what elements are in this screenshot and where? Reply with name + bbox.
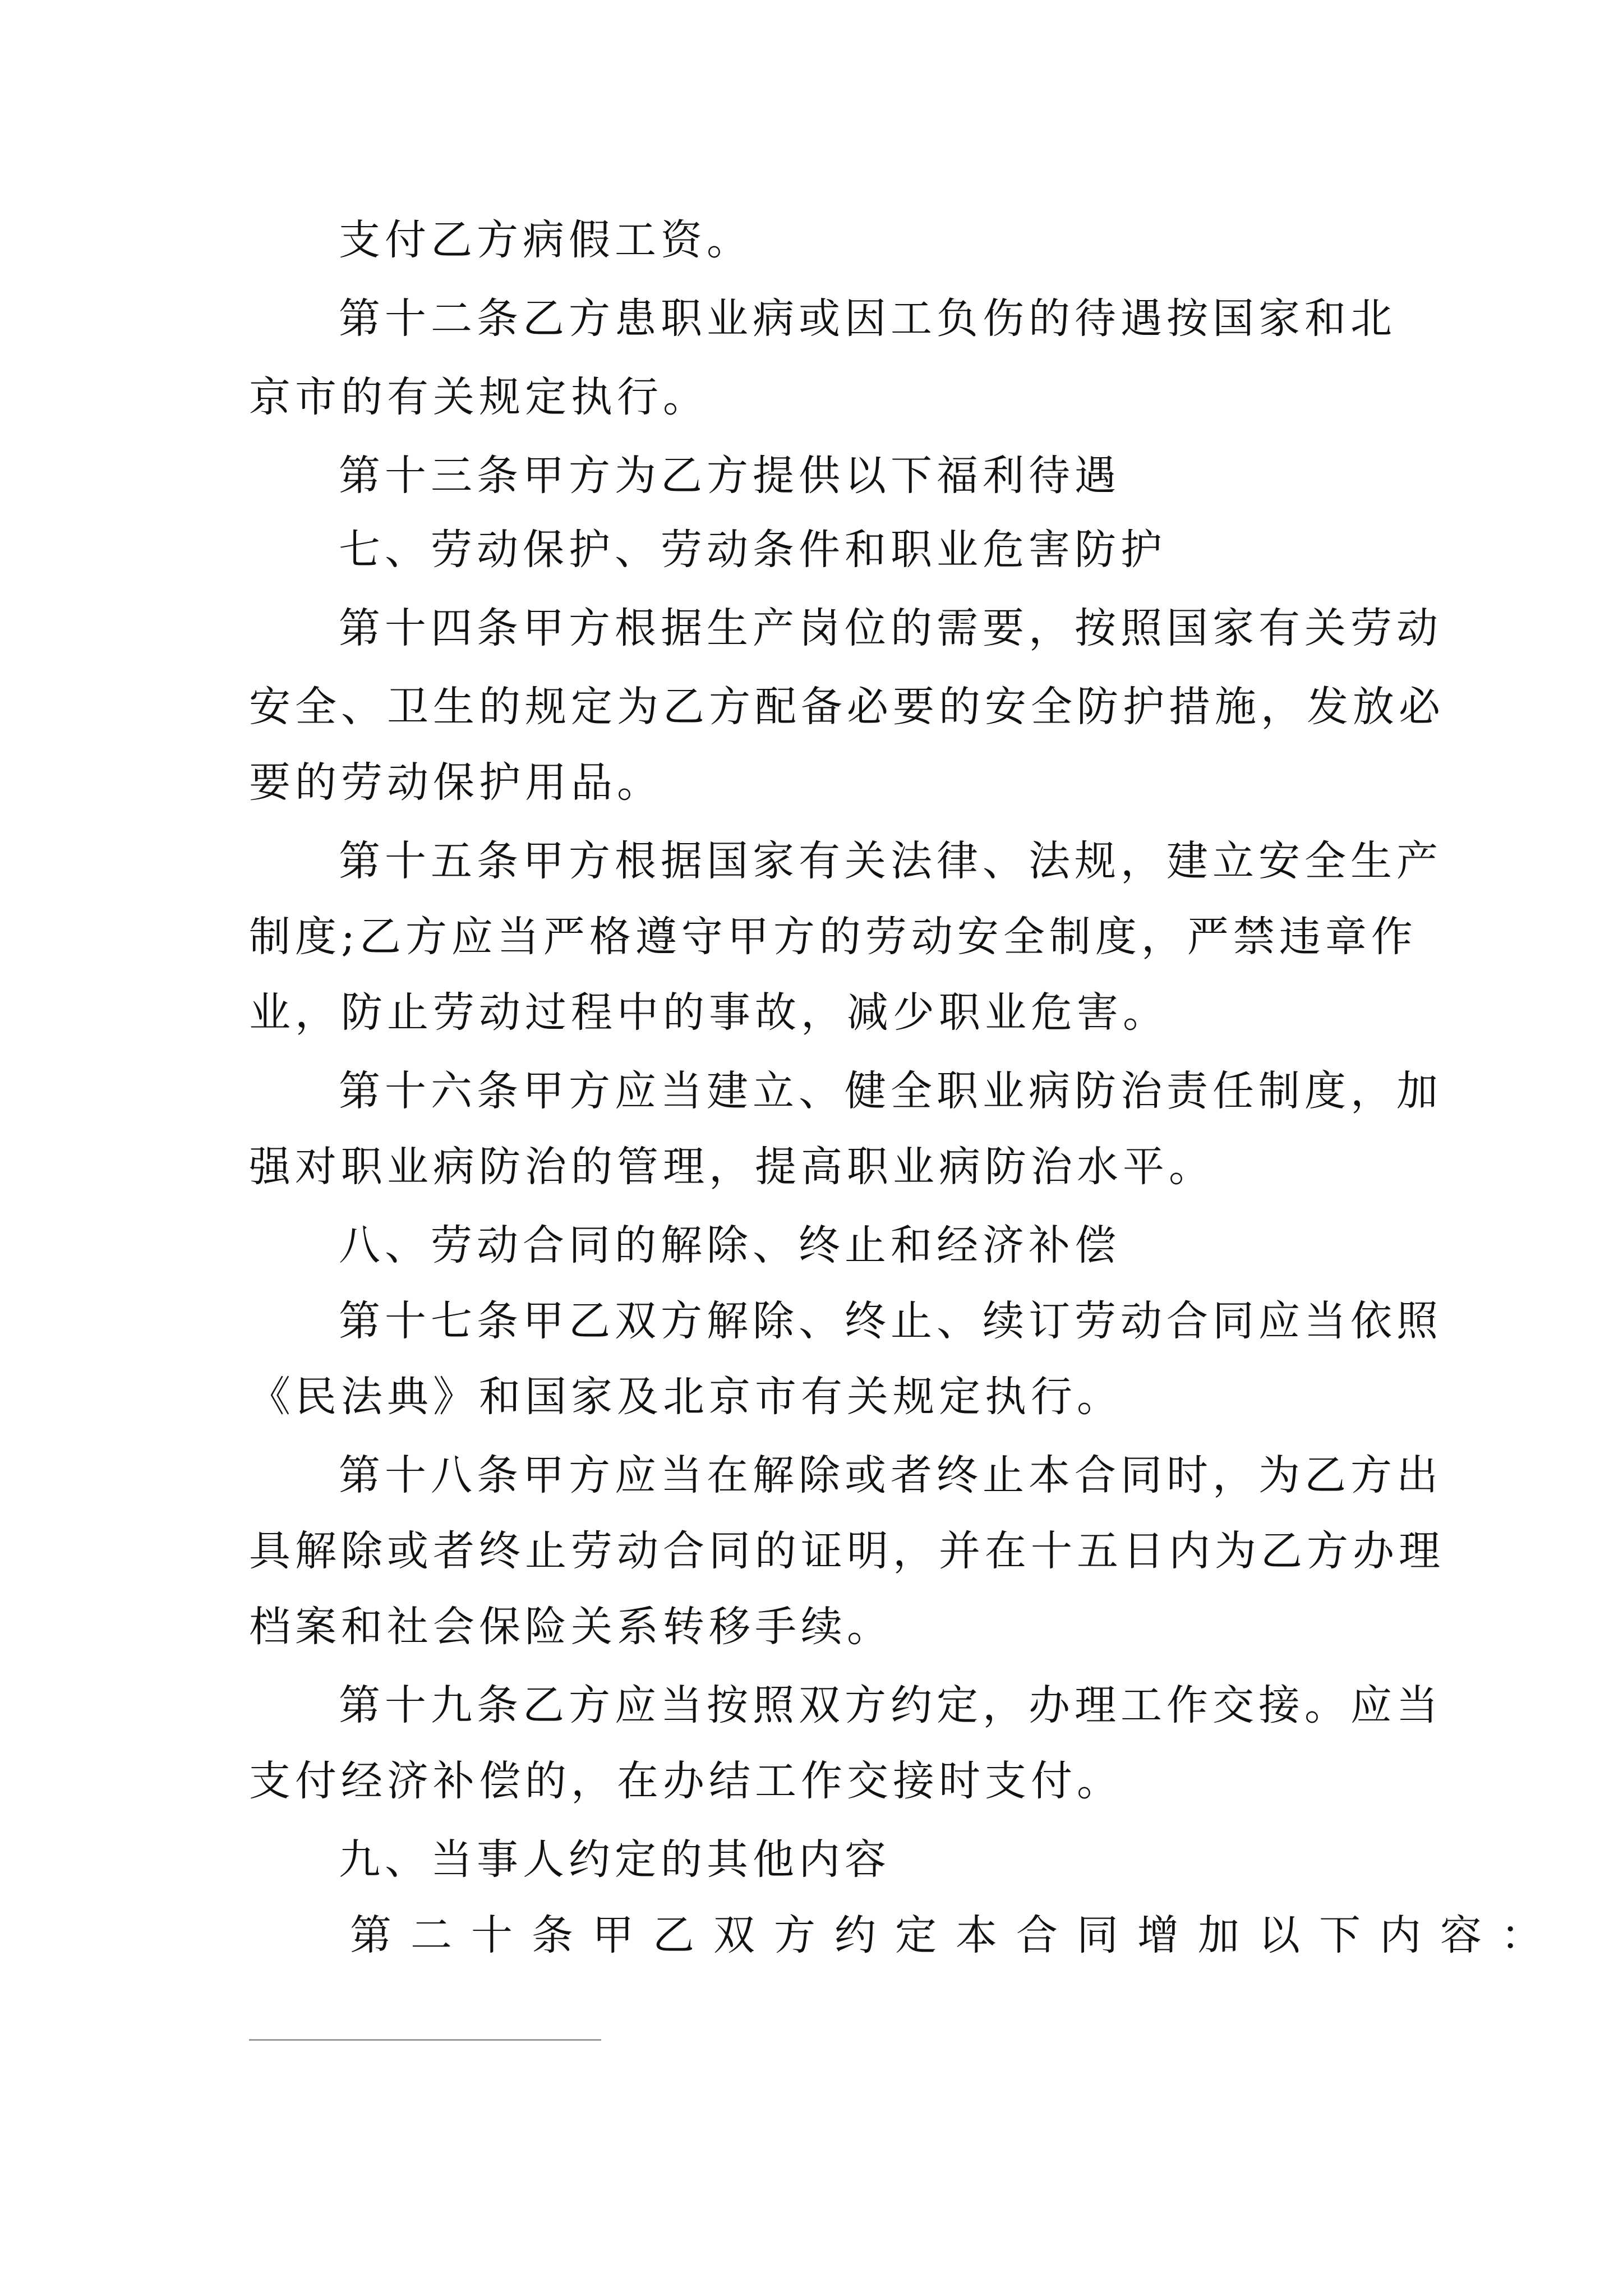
article-15-line-1: 第十五条甲方根据国家有关法律、法规，建立安全生产 <box>339 837 1442 885</box>
article-15-line-2: 制度;乙方应当严格遵守甲方的劳动安全制度，严禁违章作 <box>249 913 1417 961</box>
article-12-line-1: 第十二条乙方患职业病或因工负伤的待遇按国家和北 <box>339 295 1396 343</box>
article-16-line-2: 强对职业病防治的管理，提高职业病防治水平。 <box>249 1143 1215 1191</box>
article-17-line-2: 《民法典》和国家及北京市有关规定执行。 <box>249 1373 1123 1421</box>
article-15-line-3: 业，防止劳动过程中的事故，减少职业危害。 <box>249 988 1169 1037</box>
article-18-line-1: 第十八条甲方应当在解除或者终止本合同时，为乙方出 <box>339 1451 1442 1499</box>
article-16-line-1: 第十六条甲方应当建立、健全职业病防治责任制度，加 <box>339 1067 1442 1115</box>
article-20: 第二十条甲乙双方约定本合同增加以下内容： <box>350 1911 1561 1959</box>
article-18-line-3: 档案和社会保险关系转移手续。 <box>249 1603 893 1651</box>
article-19-line-2: 支付经济补偿的，在办结工作交接时支付。 <box>249 1757 1123 1805</box>
article-19-line-1: 第十九条乙方应当按照双方约定，办理工作交接。应当 <box>339 1681 1442 1729</box>
text-line: 支付乙方病假工资。 <box>339 216 753 264</box>
article-14-line-3: 要的劳动保护用品。 <box>249 758 663 807</box>
article-14-line-1: 第十四条甲方根据生产岗位的需要，按照国家有关劳动 <box>339 604 1442 652</box>
blank-underline <box>249 2039 601 2041</box>
article-12-line-2: 京市的有关规定执行。 <box>249 373 709 421</box>
section-8-heading: 八、劳动合同的解除、终止和经济补偿 <box>339 1221 1121 1269</box>
article-17-line-1: 第十七条甲乙双方解除、终止、续订劳动合同应当依照 <box>339 1297 1442 1345</box>
article-18-line-2: 具解除或者终止劳动合同的证明，并在十五日内为乙方办理 <box>249 1527 1445 1575</box>
section-7-heading: 七、劳动保护、劳动条件和职业危害防护 <box>339 526 1166 574</box>
section-9-heading: 九、当事人约定的其他内容 <box>339 1835 891 1884</box>
article-13: 第十三条甲方为乙方提供以下福利待遇 <box>339 452 1121 500</box>
article-14-line-2: 安全、卫生的规定为乙方配备必要的安全防护措施，发放必 <box>249 683 1445 731</box>
